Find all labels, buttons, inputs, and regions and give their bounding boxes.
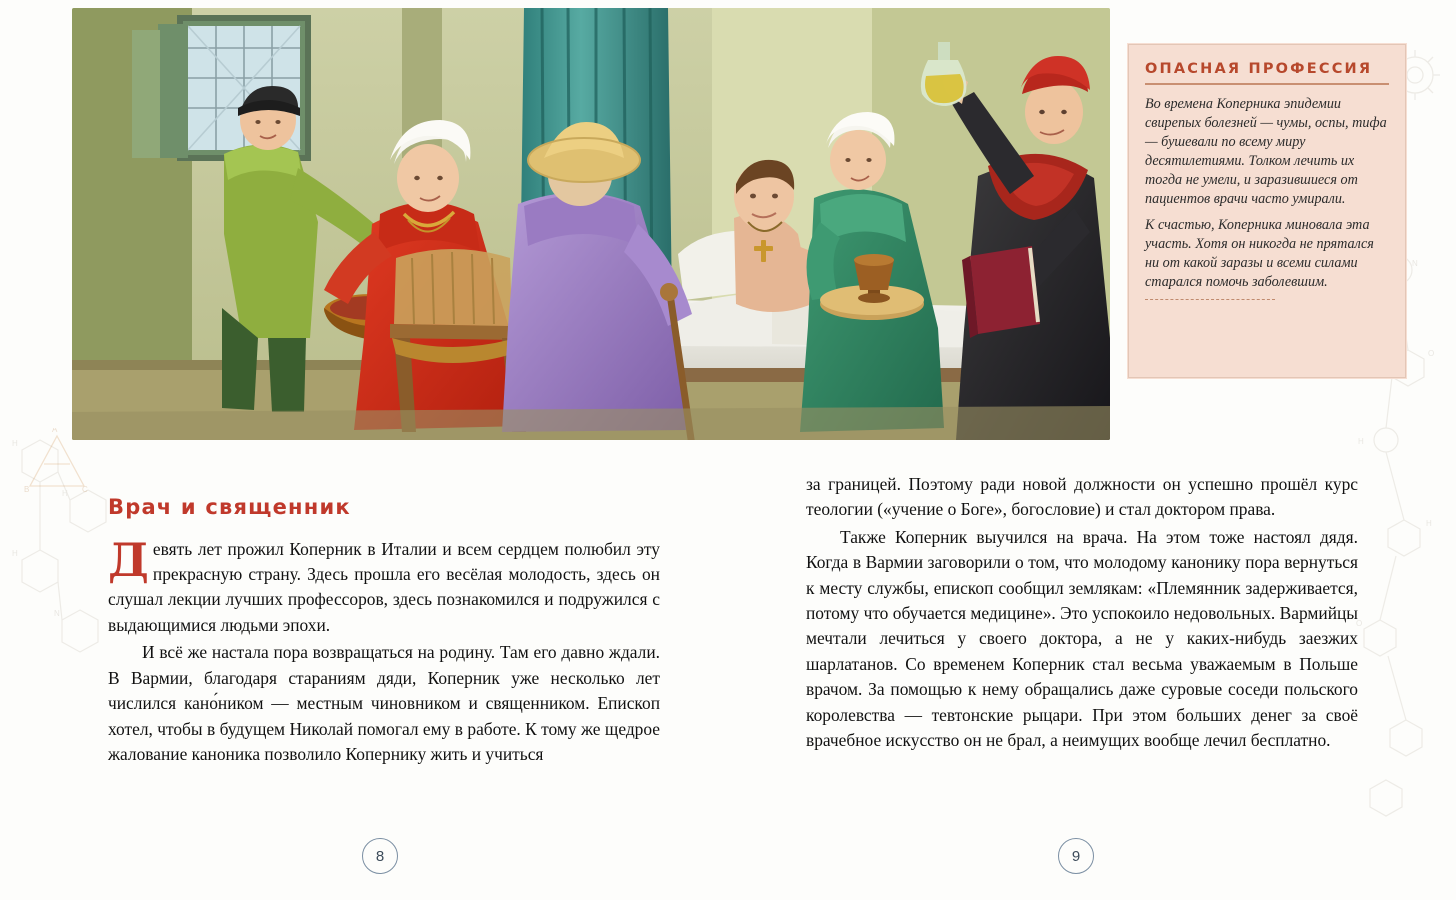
section-title: Врач и священник (108, 495, 351, 519)
right-paragraph-1: за границей. Поэтому ради новой должности он успешно прошёл курс теологии («учение о Боге», богословие) и стал доктором права. (806, 474, 1358, 520)
right-text-column (806, 472, 1358, 755)
page-number-right: 9 (1058, 838, 1094, 874)
red-book (962, 246, 1040, 338)
right-paragraph-2: Также Коперник выучился на врача. На этом тоже настоял дядя. Когда в Вармии заговорили о том, что молодому канонику пора вернуться к месту службы, епископ сообщил землякам: «Племянник задерживается, потому что обучается медицине». Это успокоило недовольных. Вармийцы мечтали лечиться у своего доктора, а не у каких-нибудь заезжих шарлатанов. Со временем Коперник стал весьма уважаемым в Польше врачом. За помощью к нему обращались даже суровые соседи польского королевства — тевтонские рыцари. При этом больших денег за своё врачебное искусство он не брал, а неимущих вообще лечил бесплатно. (806, 526, 1358, 751)
svg-text:N: N (1412, 259, 1418, 268)
sidebox-underline (1145, 299, 1275, 300)
left-paragraph-2: И всё же настала пора возвращаться на родину. Там его давно ждали. В Вармии, благодаря стараниям дяди, Коперник уже несколько лет числился кано́ником — местным чиновником и священником. Епископ хотел, чтобы в будущем Николай помогал ему в работе. К тому же щедрое жалование каноника позволило Копернику жить и учиться (108, 642, 660, 764)
left-paragraph-1-text: евять лет прожил Коперник в Италии и всем сердцем полюбил эту прекрасную страну. Здесь прошла его весёлая молодость, здесь он слушал лекции лучших профессоров, здесь познакомился и подружился с выдающимися людьми эпохи. (108, 538, 660, 635)
left-text-column (108, 492, 660, 769)
page-number-left: 8 (362, 838, 398, 874)
svg-text:B: B (24, 485, 30, 494)
svg-text:O: O (1428, 349, 1435, 358)
svg-text:A: A (52, 428, 58, 434)
medieval-sickroom-illustration (72, 8, 1110, 440)
svg-text:H: H (1426, 519, 1432, 528)
dropcap: Д (108, 532, 149, 587)
sidebox-body (1129, 95, 1405, 292)
svg-text:N: N (54, 609, 60, 618)
sidebox-divider (1145, 83, 1389, 85)
left-paragraph-1 (108, 532, 660, 639)
sidebox-paragraph-1: Во времена Коперника эпидемии свирепых болезней — чумы, оспы, тифа — бушевали по всему миру десятилетиями. Толком лечить их тогда не умели, и заразившиеся от пациентов врачи часто умирали. (1145, 96, 1387, 208)
svg-text:H: H (12, 439, 18, 448)
sidebox-paragraph-2: К счастью, Коперника миновала эта участь. Хотя он никогда не прятался ни от какой заразы и всеми силами старался помочь заболевшим. (1145, 217, 1374, 291)
sidebox-title: ОПАСНАЯ ПРОФЕССИЯ (1145, 61, 1373, 77)
svg-text:H: H (12, 549, 18, 558)
svg-text:H: H (62, 489, 68, 498)
svg-text:H: H (1358, 437, 1364, 446)
svg-text:C: C (82, 485, 88, 494)
svg-text:O: O (1356, 619, 1363, 628)
sidebar-fact-box (1128, 44, 1406, 378)
